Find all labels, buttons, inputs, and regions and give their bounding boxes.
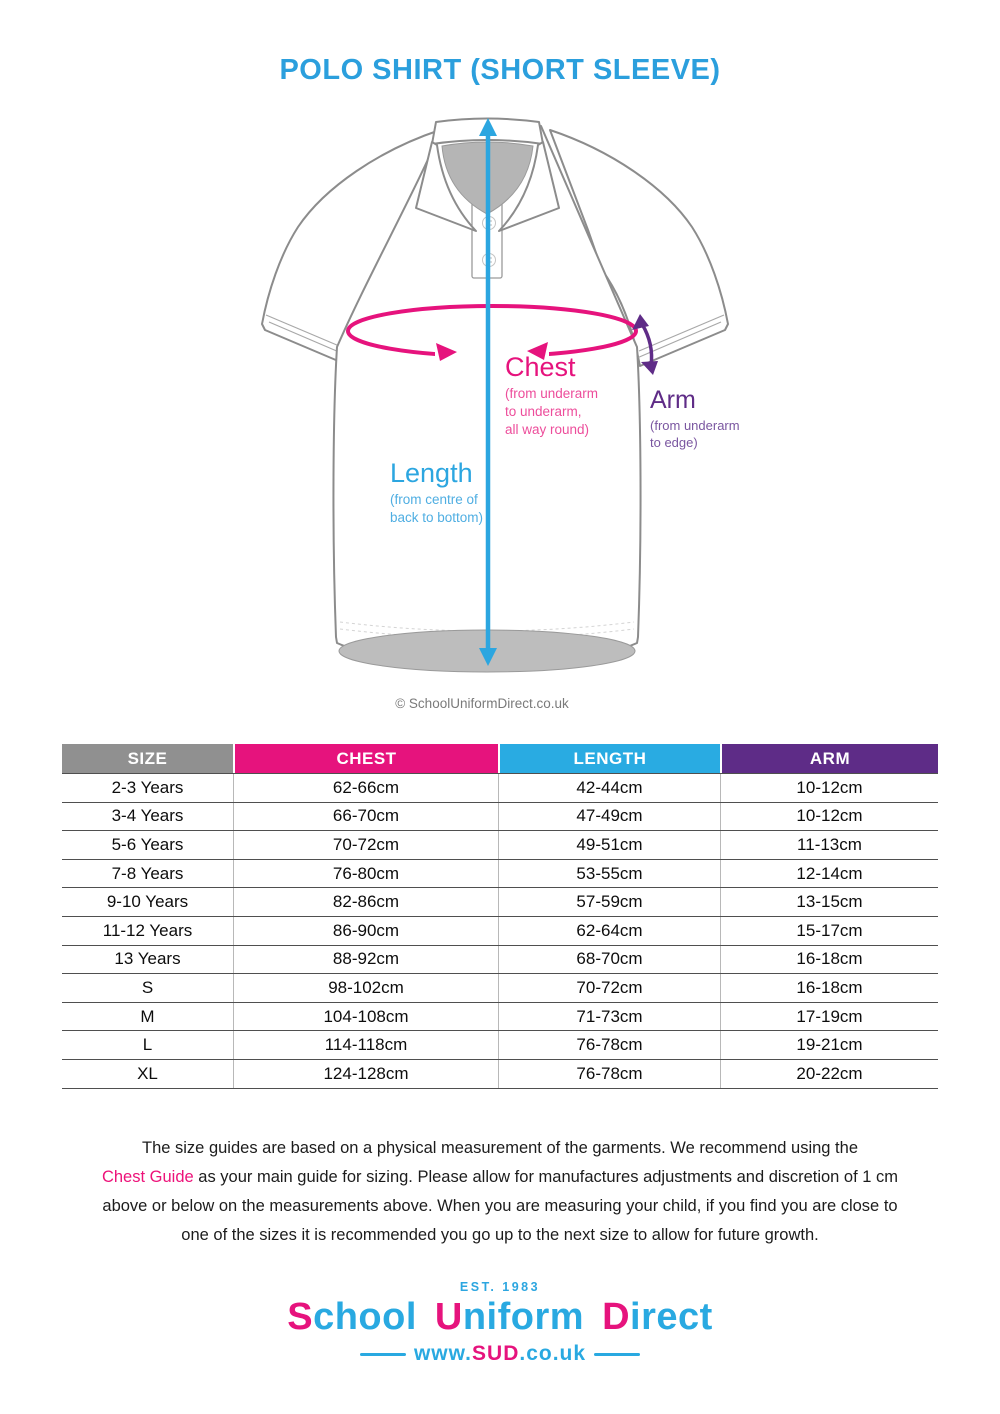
chest-cell: 76-80cm [234,860,499,888]
arm-cell: 16-18cm [796,949,863,969]
arm-cell: 20-22cm [796,1063,863,1083]
arm-label-title: Arm [650,386,696,414]
table-row [62,774,938,803]
table-row [62,974,938,1003]
length-cell: 62-64cm [499,917,721,945]
logo-word-direct: Direct [602,1296,713,1338]
size-cell: M [62,1003,234,1031]
chest-cell: 62-66cm [234,774,499,802]
table-header-chest: CHEST [235,744,498,773]
arm-cell: 11-13cm [797,834,862,854]
size-table [62,744,938,1089]
table-row [62,831,938,860]
arm-cell: 16-18cm [796,977,863,997]
size-cell: S [62,974,234,1002]
table-header-length: LENGTH [500,744,720,773]
length-cell: 53-55cm [499,860,721,888]
size-cell: 5-6 Years [62,831,234,859]
size-cell: 7-8 Years [62,860,234,888]
chest-cell: 88-92cm [234,946,499,974]
table-row [62,1060,938,1089]
length-cell: 42-44cm [499,774,721,802]
table-header-arm: ARM [722,744,938,773]
chest-label-desc: (from underarm to underarm, all way round) [505,386,599,437]
logo-dash-left [360,1353,406,1356]
length-cell: 76-78cm [499,1031,721,1059]
length-cell: 57-59cm [499,888,721,916]
table-row [62,888,938,917]
logo-url [0,1342,1000,1366]
chest-cell: 114-118cm [234,1031,499,1059]
chest-cell: 70-72cm [234,831,499,859]
size-cell: 9-10 Years [62,888,234,916]
chest-cell: 124-128cm [234,1060,499,1088]
chest-cell: 86-90cm [234,917,499,945]
table-row [62,946,938,975]
chest-guide-highlight: Chest Guide [101,1168,194,1186]
arm-label-desc: (from underarm to edge) [650,418,740,450]
length-label-title: Length [390,458,473,488]
length-cell: 70-72cm [499,974,721,1002]
chest-label [505,352,598,439]
table-body [62,773,938,1089]
length-label-desc: (from centre of back to bottom) [390,492,484,525]
length-label [390,458,483,527]
table-row [62,1031,938,1060]
size-cell: 2-3 Years [62,774,234,802]
length-cell: 71-73cm [499,1003,721,1031]
arm-cell: 13-15cm [796,892,863,912]
arm-cell: 12-14cm [796,863,863,883]
table-row [62,1003,938,1032]
table-header-size: SIZE [62,744,233,773]
logo-dash-right [594,1353,640,1356]
size-cell: L [62,1031,234,1059]
chest-cell: 66-70cm [234,803,499,831]
chest-cell: 104-108cm [234,1003,499,1031]
page-title: POLO SHIRT (SHORT SLEEVE) [279,54,721,86]
arm-cell: 17-19cm [796,1006,863,1026]
length-cell: 76-78cm [499,1060,721,1088]
size-cell: 11-12 Years [62,917,234,945]
arm-cell: 15-17cm [796,920,863,940]
table-header-row [62,744,938,773]
arm-cell: 19-21cm [796,1035,863,1055]
size-cell: 3-4 Years [62,803,234,831]
brand-logo [0,1280,1000,1366]
logo-word-uniform: Uniform [434,1296,585,1338]
length-cell: 68-70cm [499,946,721,974]
logo-word-school: School [287,1296,417,1338]
arm-cell: 10-12cm [796,777,863,797]
logo-wordmark [0,1296,1000,1339]
sizing-note: The size guides are based on a physical measurement of the garments. We recommend using the Chest Guide as your main guide for sizing. Please allow for manufactures adjustments and discretion of 1 cm above or below on the measurements above. When you are measuring your child, if you find you are close to one of the sizes it is recommended you go up to the next size to allow for future growth. [101,1139,899,1244]
length-cell: 47-49cm [499,803,721,831]
arm-cell: 10-12cm [796,806,863,826]
table-row [62,917,938,946]
table-row [62,860,938,889]
chest-cell: 98-102cm [234,974,499,1002]
logo-url-text: www.SUD.co.uk [413,1342,587,1365]
table-row [62,803,938,832]
logo-est-text: EST. 1983 [459,1280,541,1294]
size-cell: XL [62,1060,234,1088]
length-cell: 49-51cm [499,831,721,859]
chest-cell: 82-86cm [234,888,499,916]
copyright-text: © SchoolUniformDirect.co.uk [395,696,569,711]
size-cell: 13 Years [62,946,234,974]
chest-label-title: Chest [505,352,576,382]
arm-label [650,386,740,451]
